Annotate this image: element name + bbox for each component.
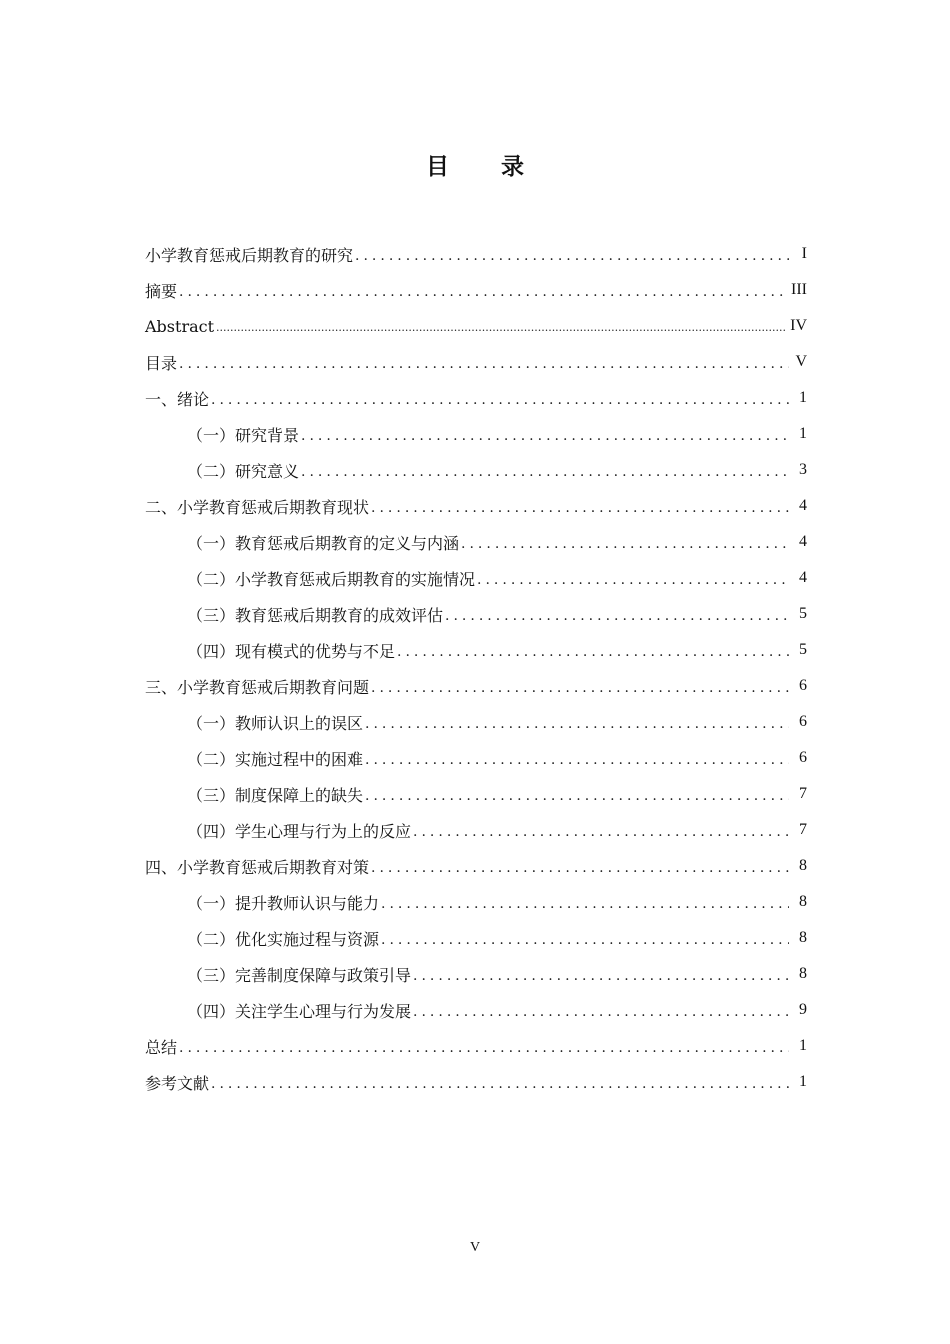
- toc-entry-label: （一）教育惩戒后期教育的定义与内涵: [187, 533, 460, 553]
- toc-entry[interactable]: [145, 596, 807, 632]
- toc-leader-dots: [413, 824, 789, 840]
- toc-leader-dots: [216, 320, 786, 336]
- page-title: 目 录: [425, 154, 546, 180]
- toc-entry-label: （二）研究意义: [187, 461, 300, 481]
- toc-entry[interactable]: [145, 956, 807, 992]
- toc-entry-label: 参考文献: [145, 1073, 210, 1093]
- toc-entry-label: （二）小学教育惩戒后期教育的实施情况: [187, 569, 476, 589]
- toc-entry[interactable]: [145, 560, 807, 596]
- toc-leader-dots: [371, 860, 789, 876]
- toc-entry-label: （四）学生心理与行为上的反应: [187, 821, 412, 841]
- toc-leader-dots: [179, 1040, 789, 1056]
- toc-leader-dots: [365, 716, 789, 732]
- toc-entry[interactable]: [145, 920, 807, 956]
- toc-leader-dots: [301, 464, 789, 480]
- toc-entry-label: Abstract: [145, 316, 215, 336]
- toc-entry-label: （四）现有模式的优势与不足: [187, 641, 396, 661]
- toc-entry[interactable]: [145, 308, 807, 344]
- toc-leader-dots: [371, 680, 789, 696]
- toc-entry[interactable]: [145, 1064, 807, 1100]
- toc-entry[interactable]: [145, 812, 807, 848]
- toc-entry-label: 三、小学教育惩戒后期教育问题: [145, 677, 370, 697]
- toc-leader-dots: [365, 788, 789, 804]
- toc-entry-page-number: 8: [799, 965, 807, 982]
- toc-entry-label: （一）研究背景: [187, 425, 300, 445]
- toc-entry[interactable]: [145, 272, 807, 308]
- toc-entry-page-number: 8: [799, 857, 807, 874]
- toc-entry[interactable]: [145, 1028, 807, 1064]
- toc-entry-label: 目录: [145, 353, 178, 373]
- toc-entry[interactable]: [145, 344, 807, 380]
- toc-entry-page-number: 6: [799, 713, 807, 730]
- toc-entry-page-number: I: [801, 245, 807, 262]
- toc-entry-label: （四）关注学生心理与行为发展: [187, 1001, 412, 1021]
- toc-leader-dots: [413, 1004, 789, 1020]
- toc-leader-dots: [397, 644, 789, 660]
- toc-entry-page-number: 4: [799, 533, 807, 550]
- toc-entry[interactable]: [145, 776, 807, 812]
- toc-entry-page-number: 8: [799, 929, 807, 946]
- toc-entry[interactable]: [145, 848, 807, 884]
- toc-entry[interactable]: [145, 380, 807, 416]
- toc-entry-page-number: 3: [799, 461, 807, 478]
- toc-entry[interactable]: [145, 992, 807, 1028]
- toc-entry[interactable]: [145, 236, 807, 272]
- toc-entry-page-number: 6: [799, 677, 807, 694]
- toc-entry-page-number: 7: [799, 785, 807, 802]
- toc-leader-dots: [301, 428, 789, 444]
- toc-entry-page-number: 8: [799, 893, 807, 910]
- toc-entry[interactable]: [145, 488, 807, 524]
- toc-entry-label: 总结: [145, 1037, 178, 1057]
- toc-entry[interactable]: [145, 740, 807, 776]
- toc-entry[interactable]: [145, 704, 807, 740]
- toc-entry-page-number: 9: [799, 1001, 807, 1018]
- toc-entry[interactable]: [145, 668, 807, 704]
- toc-entry-label: （三）制度保障上的缺失: [187, 785, 364, 805]
- toc-entry-page-number: 1: [799, 1037, 807, 1054]
- toc-leader-dots: [381, 896, 789, 912]
- table-of-contents: [145, 236, 807, 1100]
- toc-entry-page-number: V: [795, 353, 807, 370]
- toc-entry-page-number: 4: [799, 569, 807, 586]
- toc-leader-dots: [445, 608, 789, 624]
- toc-entry-page-number: 1: [799, 425, 807, 442]
- toc-leader-dots: [179, 356, 789, 372]
- toc-entry-page-number: IV: [790, 317, 807, 334]
- toc-entry-page-number: 4: [799, 497, 807, 514]
- toc-entry[interactable]: [145, 884, 807, 920]
- toc-entry-label: 小学教育惩戒后期教育的研究: [145, 245, 354, 265]
- toc-entry-page-number: 1: [799, 1073, 807, 1090]
- toc-entry-page-number: 5: [799, 641, 807, 658]
- toc-leader-dots: [413, 968, 789, 984]
- toc-entry-label: （三）完善制度保障与政策引导: [187, 965, 412, 985]
- toc-entry-page-number: 6: [799, 749, 807, 766]
- toc-entry-label: 一、绪论: [145, 389, 210, 409]
- toc-entry-page-number: 5: [799, 605, 807, 622]
- toc-leader-dots: [211, 1076, 789, 1092]
- toc-entry-label: （一）提升教师认识与能力: [187, 893, 380, 913]
- toc-leader-dots: [179, 284, 787, 300]
- toc-leader-dots: [365, 752, 789, 768]
- toc-leader-dots: [211, 392, 789, 408]
- toc-entry-page-number: 7: [799, 821, 807, 838]
- toc-entry-label: （二）优化实施过程与资源: [187, 929, 380, 949]
- toc-entry[interactable]: [145, 416, 807, 452]
- toc-leader-dots: [355, 248, 789, 264]
- toc-entry-page-number: 1: [799, 389, 807, 406]
- toc-entry-label: （一）教师认识上的误区: [187, 713, 364, 733]
- toc-leader-dots: [477, 572, 789, 588]
- toc-entry-page-number: III: [791, 281, 807, 298]
- toc-entry-label: （二）实施过程中的困难: [187, 749, 364, 769]
- toc-entry-label: 摘要: [145, 281, 178, 301]
- toc-entry-label: 四、小学教育惩戒后期教育对策: [145, 857, 370, 877]
- toc-entry-label: （三）教育惩戒后期教育的成效评估: [187, 605, 444, 625]
- toc-entry[interactable]: [145, 524, 807, 560]
- toc-entry[interactable]: [145, 632, 807, 668]
- page-footer-number: V: [469, 1240, 481, 1255]
- toc-leader-dots: [371, 500, 789, 516]
- toc-entry-label: 二、小学教育惩戒后期教育现状: [145, 497, 370, 517]
- toc-leader-dots: [381, 932, 789, 948]
- toc-entry[interactable]: [145, 452, 807, 488]
- toc-leader-dots: [461, 536, 789, 552]
